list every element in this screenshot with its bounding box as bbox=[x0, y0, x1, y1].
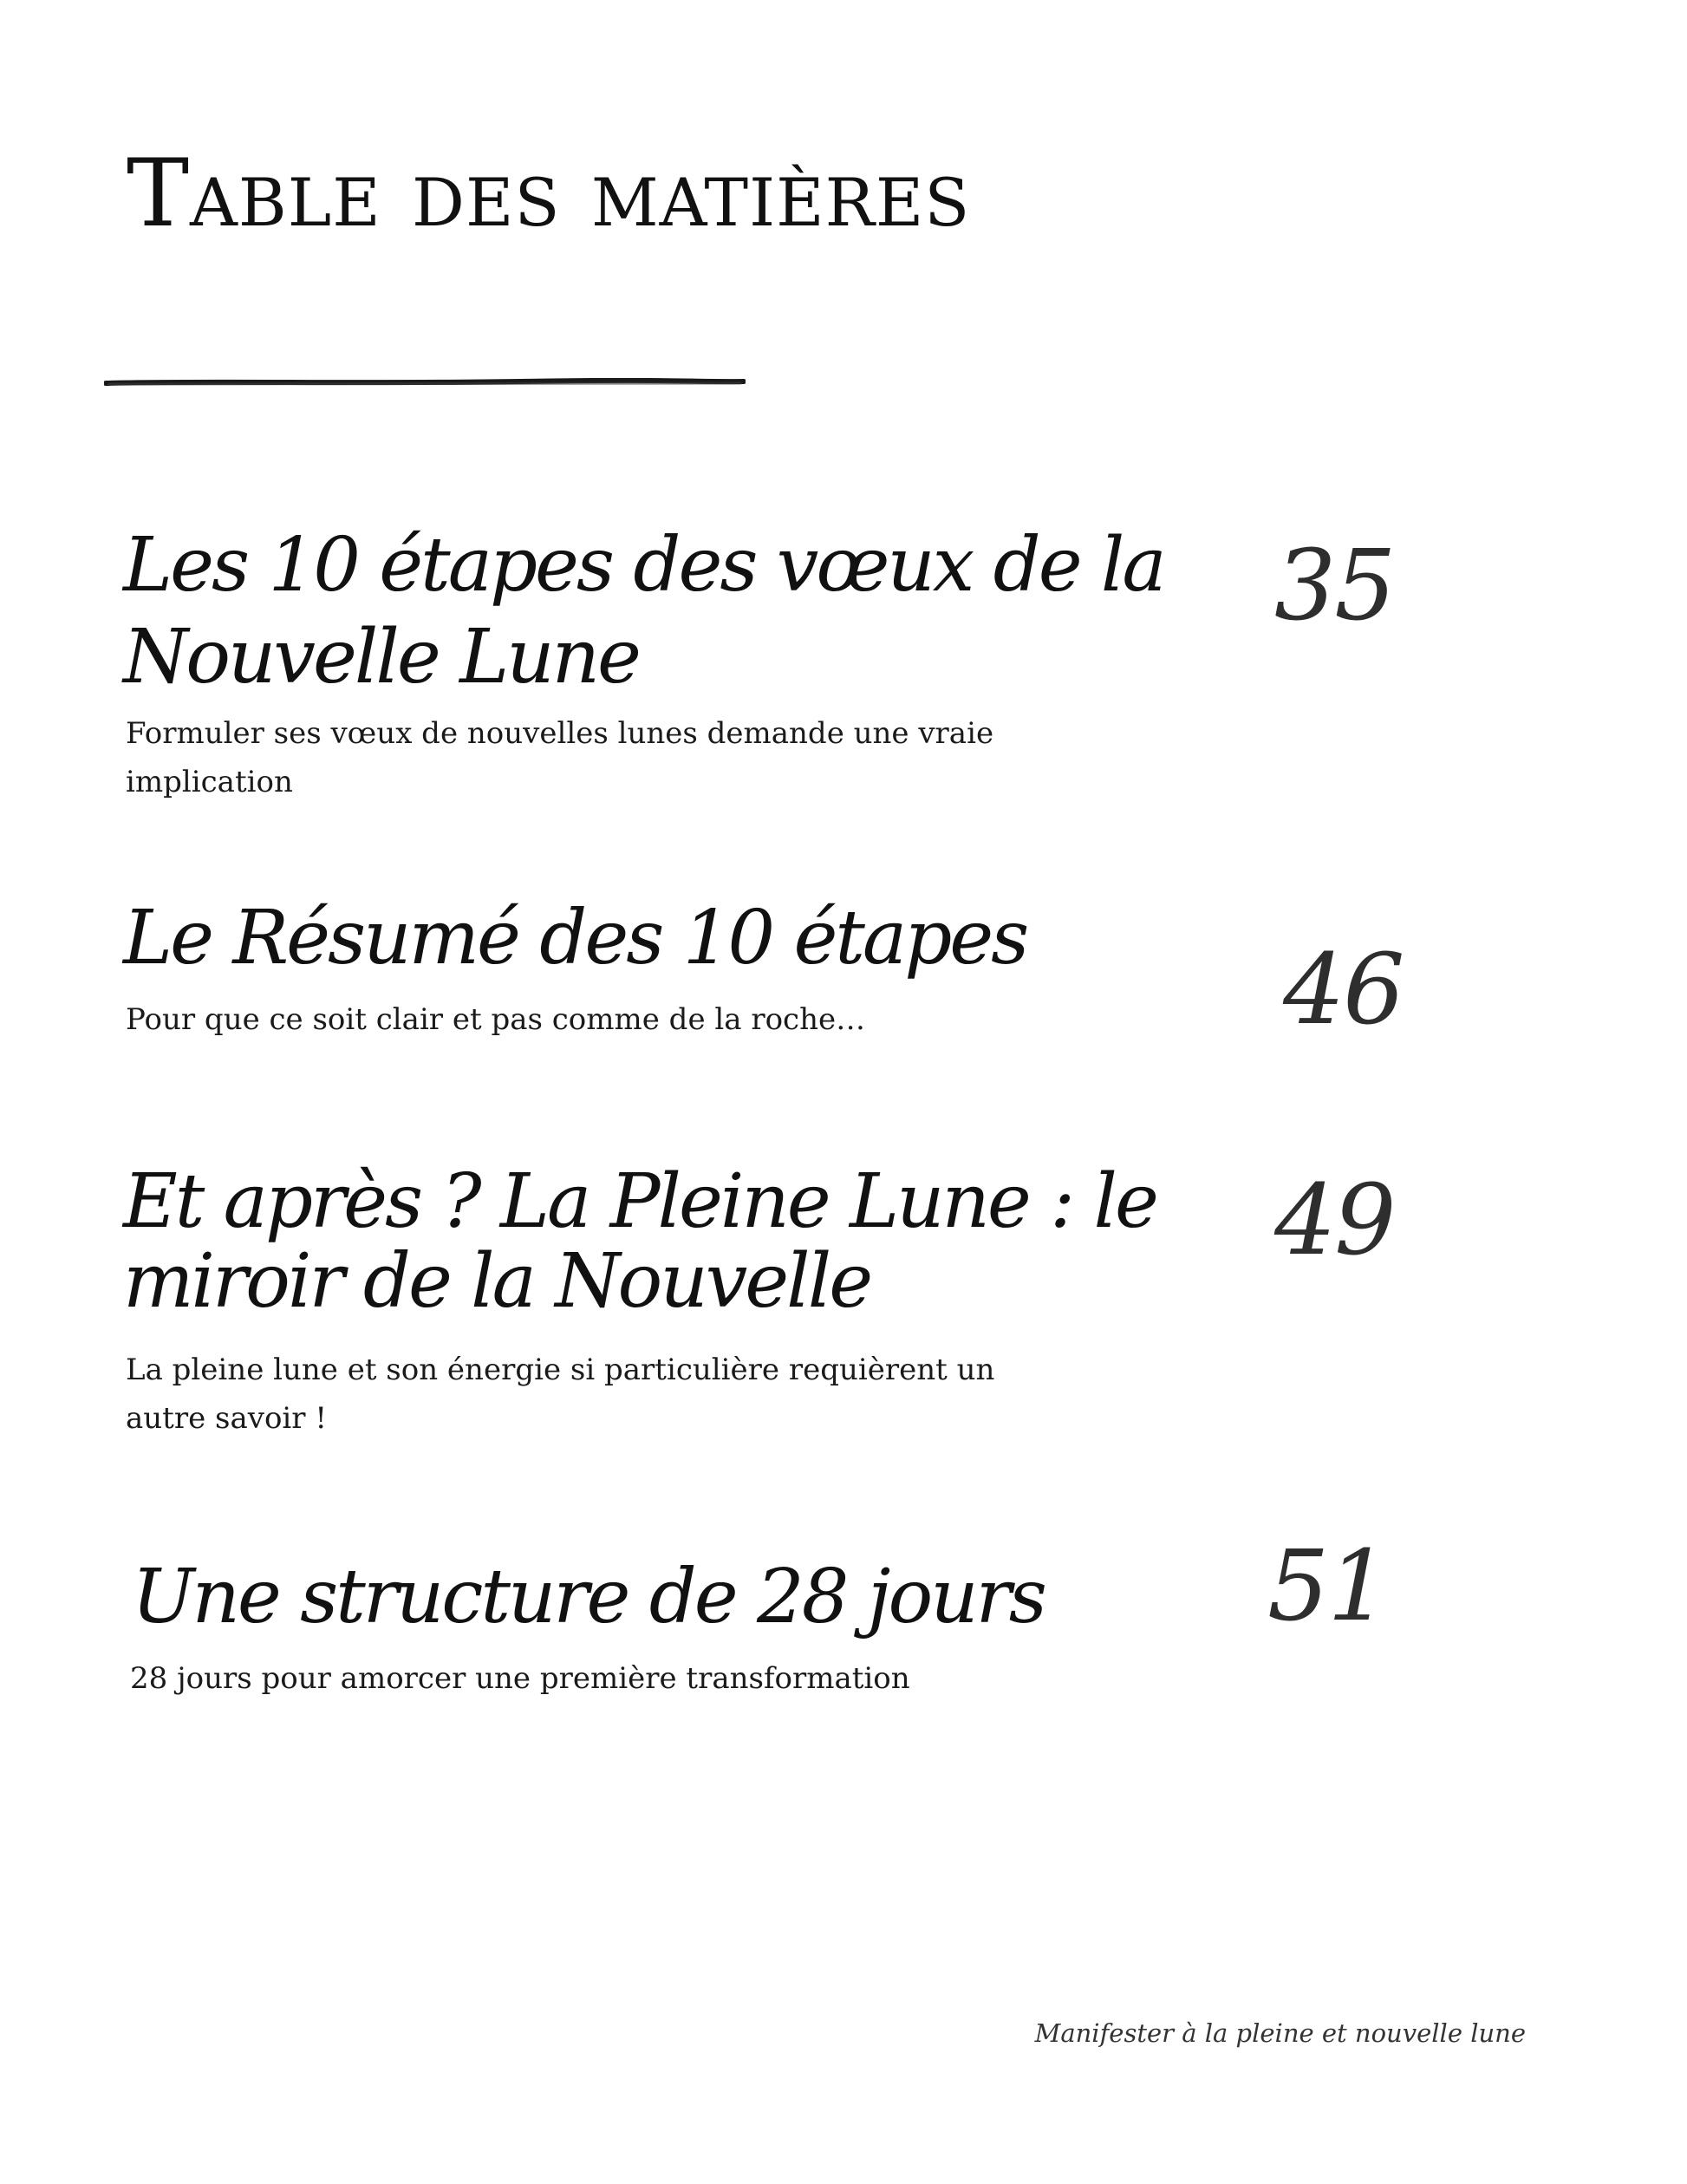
title-divider bbox=[104, 378, 746, 387]
entry-title-line: Une structure de 28 jours bbox=[132, 1554, 1045, 1640]
entry-title-line: miroir de la Nouvelle bbox=[123, 1238, 871, 1325]
entry-page-number: 51 bbox=[1267, 1530, 1388, 1643]
entry-title-line: Le Résumé des 10 étapes bbox=[123, 895, 1027, 981]
entry-description: 28 jours pour amorcer une première transformation bbox=[130, 1661, 910, 1696]
entry-title-line: Les 10 étapes des vœux de la bbox=[123, 522, 1164, 609]
entry-title-line: Nouvelle Lune bbox=[123, 614, 639, 701]
entry-page-number: 35 bbox=[1274, 530, 1395, 642]
entry-page-number: 49 bbox=[1274, 1164, 1395, 1277]
entry-description: Formuler ses vœux de nouvelles lunes demande une vraie implication bbox=[126, 716, 994, 799]
entry-title-line: Et après ? La Pleine Lune : le bbox=[123, 1158, 1156, 1245]
entry-description: Pour que ce soit clair et pas comme de la roche… bbox=[126, 1002, 866, 1037]
entry-description: La pleine lune et son énergie si particulière requièrent un autre savoir ! bbox=[126, 1353, 995, 1436]
page-title: Table des matières bbox=[127, 140, 971, 248]
entry-page-number: 46 bbox=[1283, 934, 1404, 1046]
footer-book-title: Manifester à la pleine et nouvelle lune bbox=[1034, 2018, 1526, 2048]
